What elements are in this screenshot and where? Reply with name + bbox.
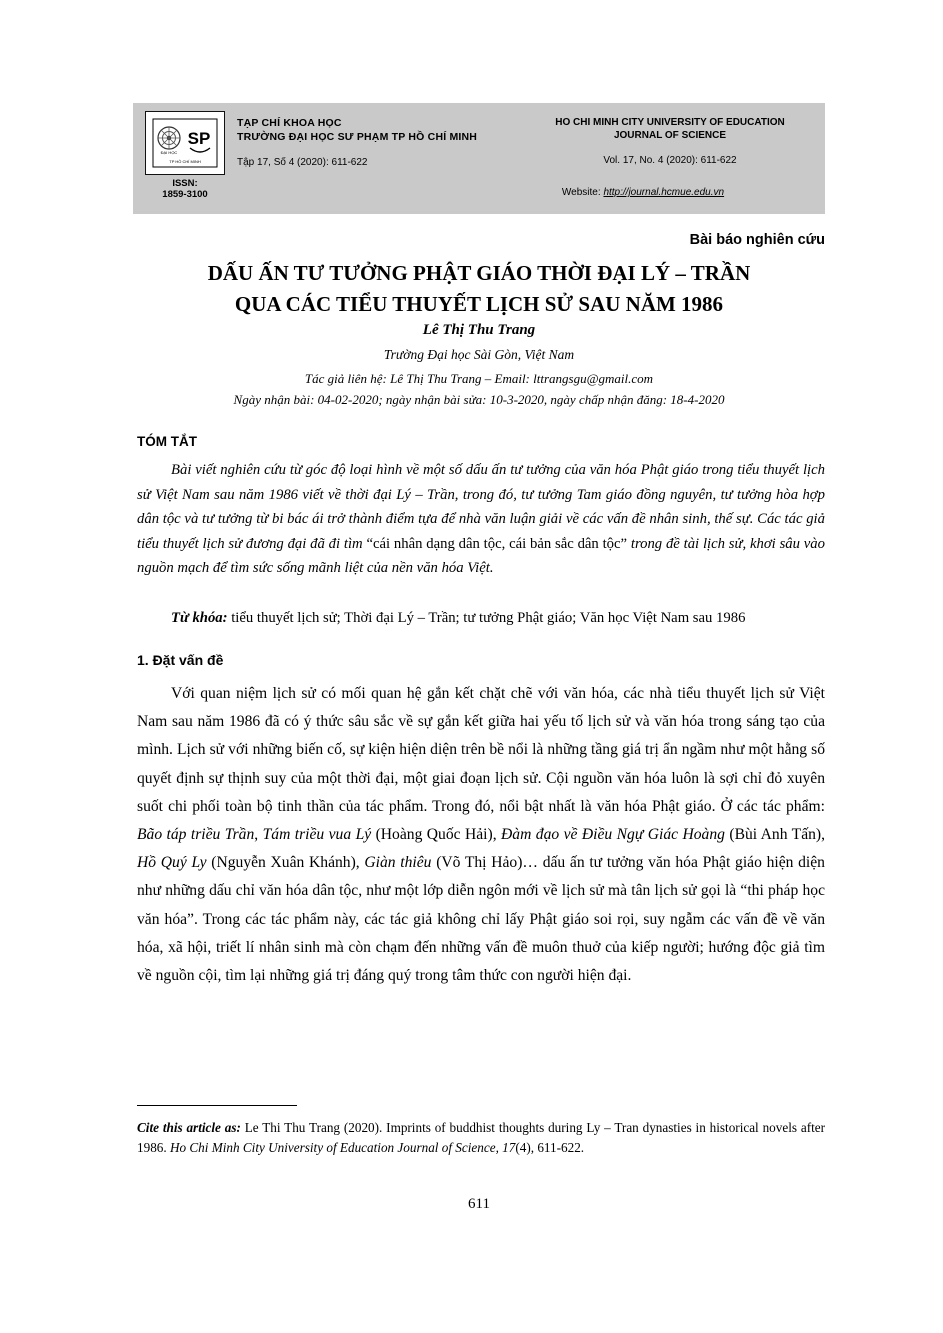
university-name-vi: TRƯỜNG ĐẠI HỌC SƯ PHẠM TP HỒ CHÍ MINH bbox=[237, 131, 478, 143]
work-title-4: Hồ Quý Ly bbox=[137, 854, 207, 872]
journal-logo bbox=[145, 111, 225, 175]
volume-info-en: Vol. 17, No. 4 (2020): 611-622 bbox=[603, 155, 737, 166]
keywords-label: Từ khóa: bbox=[171, 610, 228, 626]
submission-dates: Ngày nhận bài: 04-02-2020; ngày nhận bài sửa: 10-3-2020, ngày chấp nhận đăng: 18-4-2020 bbox=[233, 392, 725, 407]
article-type-kicker: Bài báo nghiên cứu bbox=[689, 232, 825, 248]
author-name: Lê Thị Thu Trang bbox=[422, 322, 536, 338]
citation-label: Cite this article as: bbox=[137, 1120, 241, 1135]
work-sep-4: (Nguyễn Xuân Khánh), bbox=[206, 854, 365, 872]
abstract-body bbox=[137, 458, 825, 581]
work-title-2: Tám triều vua Lý bbox=[262, 826, 372, 844]
abstract-text-part-1: Bài viết nghiên cứu từ góc độ loại hình về một số dấu ấn tư tưởng của văn hóa Phật giáo trong tiểu thuyết lịch sử Việt Nam sau năm 1986 viết về thời đại Lý – Trần, trong đó, tư tưởng Tam giáo đồng nguyên, tư tưởng hòa hợp dân tộc và tư tưởng từ bi bác ái trở thành điểm tựa để nhà văn luận giải về các vấn đề nhân sinh, thế sự. Các tác giả tiểu thuyết lịch sử đương đại đã đi tìm bbox=[137, 462, 825, 552]
issn-value: 1859-3100 bbox=[162, 189, 208, 200]
abstract-text-part-2: trong đề tài lịch sử, khơi sâu vào nguồn mạch để tìm sức sống mãnh liệt của nền văn hóa Việt. bbox=[137, 535, 825, 576]
issn-label: ISSN: bbox=[172, 178, 198, 189]
citation-journal: Ho Chi Minh City University of Education Journal of Science, 17 bbox=[169, 1140, 516, 1155]
section-paragraph-1 bbox=[137, 680, 825, 990]
svg-text:TP HỒ CHÍ MINH: TP HỒ CHÍ MINH bbox=[169, 159, 201, 164]
masthead-vietnamese bbox=[237, 116, 527, 169]
journal-name-vi: TẠP CHÍ KHOA HỌC bbox=[237, 117, 342, 129]
abstract-heading: TÓM TẮT bbox=[137, 434, 197, 449]
paragraph-text-1: Với quan niệm lịch sử có mối quan hệ gắn kết chặt chẽ với văn hóa, các nhà tiểu thuyết lịch sử Việt Nam sau năm 1986 đã có ý thức sâu sắc về sự gắn kết giữa hai yếu tố lịch sử và văn hóa trong sáng tạo của mình. Lịch sử với những biến cố, sự kiện hiện diện trên bề nổi là những tầng giá trị ẩn ngầm như một hằng số quyết định sự thịnh suy của một thời đại, một giai đoạn lịch sử. Cội nguồn văn hóa luôn là sợi chỉ đỏ xuyên suốt chi phối toàn bộ tinh thần của tác phẩm. Trong đó, nổi bật nhất là văn hóa Phật giáo. Ở các tác phẩm: bbox=[137, 685, 825, 815]
journal-website bbox=[473, 187, 813, 198]
university-emblem-icon bbox=[152, 118, 218, 168]
work-title-1: Bão táp triều Trần bbox=[137, 826, 255, 844]
volume-info-vi: Tập 17, Số 4 (2020): 611-622 bbox=[237, 157, 368, 168]
keywords-line bbox=[137, 606, 825, 630]
page-title bbox=[133, 258, 825, 320]
work-sep-2: (Hoàng Quốc Hải), bbox=[371, 826, 502, 844]
paragraph-text-tail: (Võ Thị Hảo)… dấu ấn tư tưởng văn hóa Phật giáo hiện diện như những dấu chỉ văn hóa dân tộc, như một lớp diễn ngôn mới về lịch sử mà tân lịch sử gọi là “thi pháp học văn hóa”. Trong các tác phẩm này, các tác giả không chỉ lấy Phật giáo soi rọi, suy ngẫm các vấn đề về văn hóa, xã hội, triết lí nhân sinh mà còn chạm đến những vấn đề muôn thuở của kiếp người; hướng độc giả tìm về nguồn cội, tìm lại những giá trị đáng quý trong tâm thức con người hiện đại. bbox=[137, 854, 825, 985]
work-sep-3: (Bùi Anh Tấn), bbox=[724, 826, 826, 844]
issn-block bbox=[145, 178, 225, 200]
keywords-value: tiểu thuyết lịch sử; Thời đại Lý – Trần; tư tưởng Phật giáo; Văn học Việt Nam sau 1986 bbox=[227, 610, 746, 626]
svg-text:SP: SP bbox=[187, 129, 211, 148]
title-line-2: QUA CÁC TIỂU THUYẾT LỊCH SỬ SAU NĂM 1986 bbox=[234, 292, 724, 316]
work-title-3: Đàm đạo về Điều Ngự Giác Hoàng bbox=[501, 826, 725, 844]
university-name-en: HO CHI MINH CITY UNIVERSITY OF EDUCATION bbox=[555, 117, 785, 128]
citation-tail: (4), 611-622. bbox=[515, 1140, 585, 1155]
work-sep-1: , bbox=[254, 826, 263, 844]
page-number: 611 bbox=[468, 1196, 490, 1212]
journal-name-en: JOURNAL OF SCIENCE bbox=[613, 130, 727, 141]
corresponding-author-contact: Tác giả liên hệ: Lê Thị Thu Trang – Email: lttrangsgu@gmail.com bbox=[304, 371, 654, 386]
citation-text: Le Thi Thu Trang (2020). Imprints of buddhist thoughts during Ly – Tran dynasties in historical novels after 1986. bbox=[137, 1120, 826, 1155]
website-link[interactable]: http://journal.hcmue.edu.vn bbox=[603, 187, 725, 198]
masthead-english bbox=[527, 116, 813, 167]
abstract-quote: “cái nhân dạng dân tộc, cái bản sắc dân tộc” bbox=[366, 535, 628, 552]
author-affiliation: Trường Đại học Sài Gòn, Việt Nam bbox=[383, 347, 575, 362]
work-title-5: Giàn thiêu bbox=[364, 854, 432, 872]
section-heading-1: 1. Đặt vấn đề bbox=[137, 652, 224, 668]
footnote-divider bbox=[137, 1105, 297, 1106]
citation-note bbox=[137, 1118, 825, 1158]
title-line-1: DẤU ẤN TƯ TƯỞNG PHẬT GIÁO THỜI ĐẠI LÝ – TRẦN bbox=[207, 261, 751, 285]
journal-masthead bbox=[133, 103, 825, 214]
website-label: Website: bbox=[561, 187, 601, 198]
svg-text:ĐẠI HỌC: ĐẠI HỌC bbox=[160, 150, 178, 155]
